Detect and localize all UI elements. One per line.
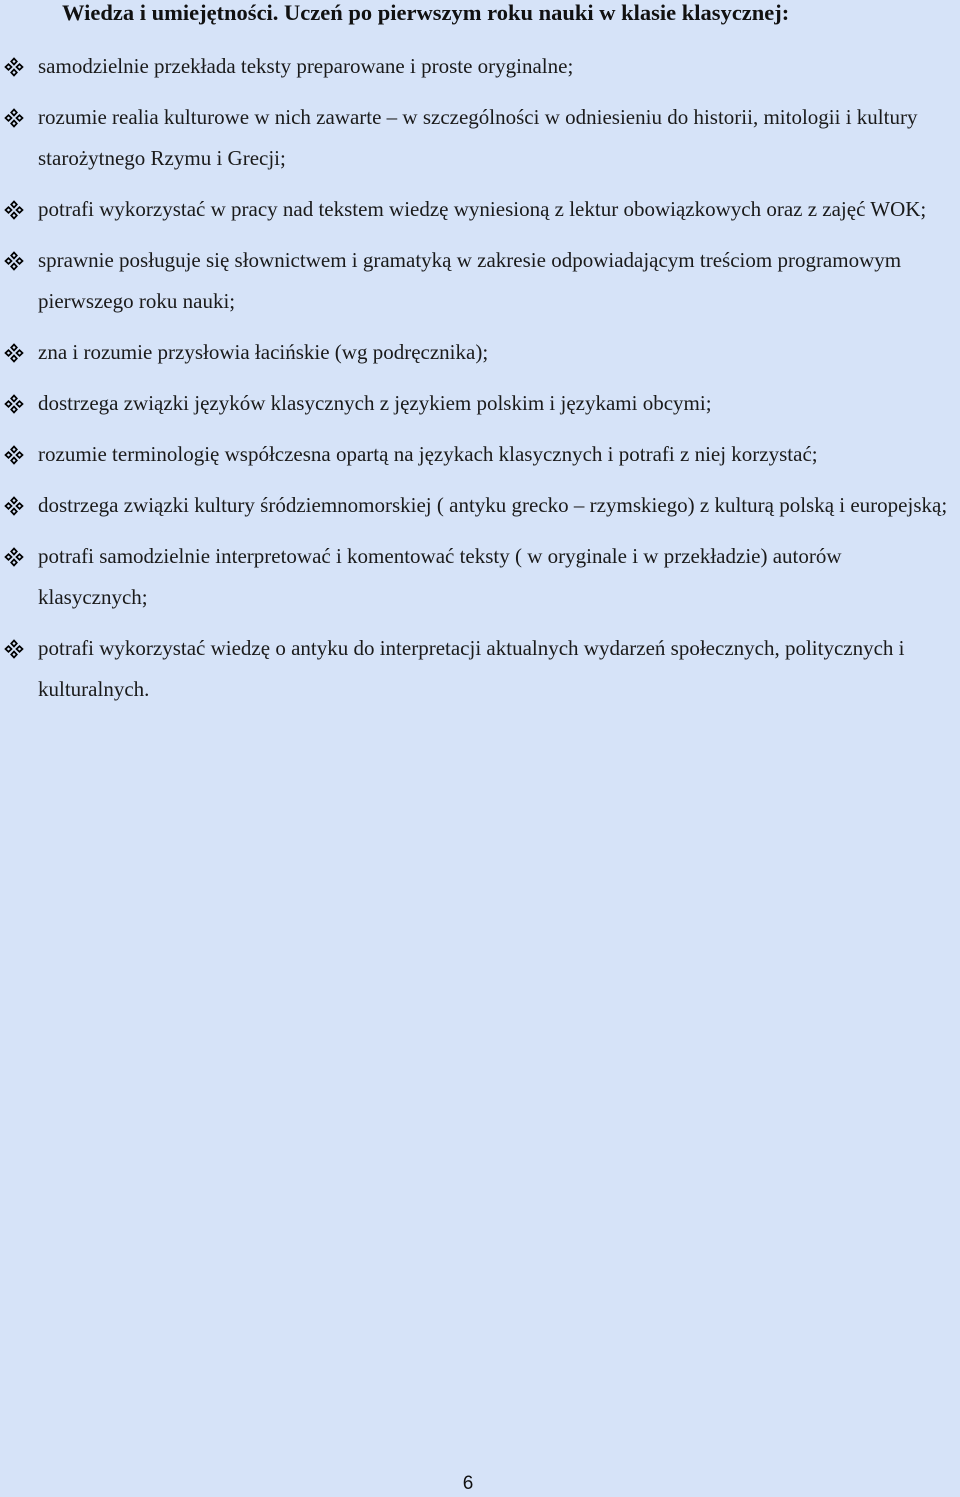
list-item bbox=[0, 383, 960, 424]
list-item bbox=[0, 46, 960, 87]
list-item bbox=[0, 332, 960, 373]
section-heading: Wiedza i umiejętności. Uczeń po pierwszym roku nauki w klasie klasycznej: bbox=[62, 0, 790, 25]
list-item bbox=[0, 189, 960, 230]
four-diamond-bullet-icon bbox=[4, 200, 24, 220]
list-item-text: potrafi wykorzystać w pracy nad tekstem wiedzę wyniesioną z lektur obowiązkowych oraz z zajęć WOK; bbox=[38, 197, 927, 221]
four-diamond-bullet-icon bbox=[4, 394, 24, 414]
list-item bbox=[0, 240, 960, 322]
four-diamond-bullet-icon bbox=[4, 496, 24, 516]
four-diamond-bullet-icon bbox=[4, 251, 24, 271]
four-diamond-bullet-icon bbox=[4, 445, 24, 465]
list-item-text: sprawnie posługuje się słownictwem i gramatyką w zakresie odpowiadającym treściom programowym pierwszego roku nauki; bbox=[38, 248, 902, 313]
list-item-text: rozumie terminologię współczesna opartą na językach klasycznych i potrafi z niej korzystać; bbox=[38, 442, 818, 466]
list-item-text: potrafi samodzielnie interpretować i komentować teksty ( w oryginale i w przekładzie) autorów klasycznych; bbox=[38, 544, 842, 609]
list-item bbox=[0, 628, 960, 710]
list-item bbox=[0, 97, 960, 179]
four-diamond-bullet-icon bbox=[4, 547, 24, 567]
list-item bbox=[0, 536, 960, 618]
page-number: 6 bbox=[462, 1473, 474, 1494]
four-diamond-bullet-icon bbox=[4, 57, 24, 77]
list-item-text: dostrzega związki języków klasycznych z językiem polskim i językami obcymi; bbox=[38, 391, 712, 415]
list-item bbox=[0, 434, 960, 475]
list-item-text: samodzielnie przekłada teksty preparowane i proste oryginalne; bbox=[38, 54, 574, 78]
list-item bbox=[0, 485, 960, 526]
list-item-text: potrafi wykorzystać wiedzę o antyku do interpretacji aktualnych wydarzeń społecznych, politycznych i kulturalnych. bbox=[38, 636, 905, 701]
four-diamond-bullet-icon bbox=[4, 108, 24, 128]
skills-list bbox=[0, 46, 960, 720]
four-diamond-bullet-icon bbox=[4, 343, 24, 363]
four-diamond-bullet-icon bbox=[4, 639, 24, 659]
list-item-text: dostrzega związki kultury śródziemnomorskiej ( antyku grecko – rzymskiego) z kulturą polską i europejską; bbox=[38, 493, 948, 517]
list-item-text: rozumie realia kulturowe w nich zawarte – w szczególności w odniesieniu do historii, mitologii i kultury starożytnego Rzymu i Grecji; bbox=[38, 105, 918, 170]
list-item-text: zna i rozumie przysłowia łacińskie (wg podręcznika); bbox=[38, 340, 489, 364]
